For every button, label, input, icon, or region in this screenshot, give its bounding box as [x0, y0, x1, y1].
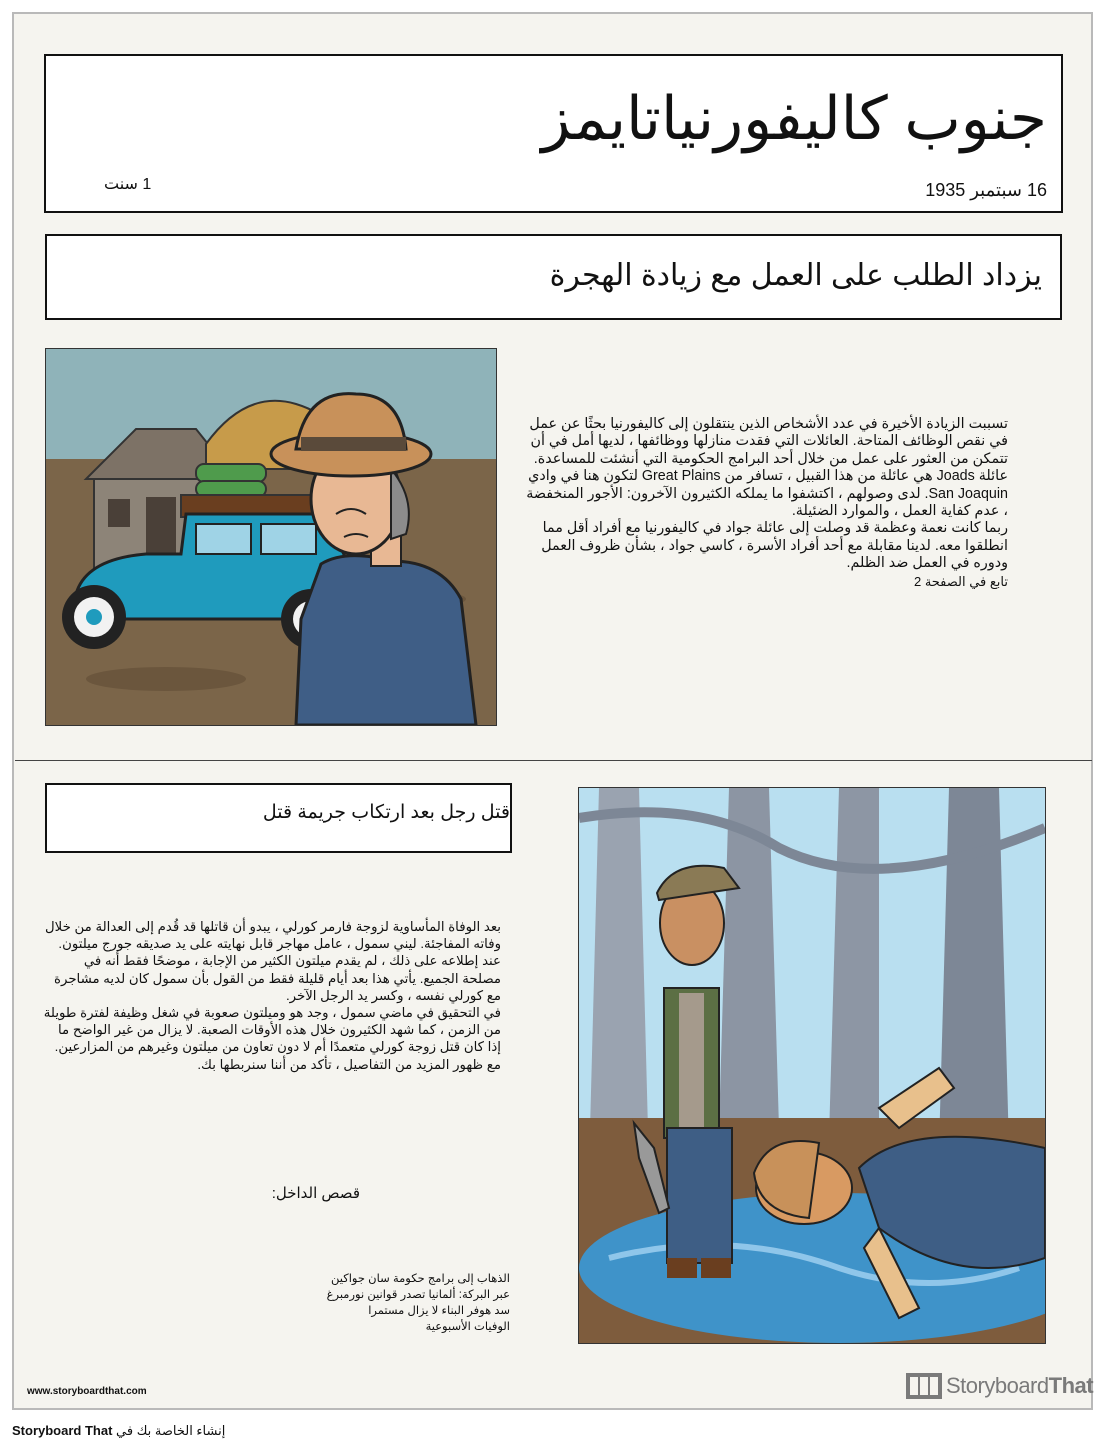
story1-paragraph: عائلة Joads هي عائلة من هذا القبيل ، تسافر من Great Plains لتكون هنا في وادي San Joaquin. لدى وصولهم ، اكتشفوا ما يملكه الكثيرون الآخرون: الأجور المنخفضة ، عدم كفاية العمل ، والموارد الضئيلة.	[526, 468, 1008, 520]
section-divider	[15, 760, 1092, 761]
inside-stories-heading: قصص الداخل:	[271, 1185, 360, 1202]
logo-text-that: That	[1048, 1373, 1094, 1398]
story1-paragraph: ربما كانت نعمة وعظمة قد وصلت إلى عائلة جواد في كاليفورنيا مع أفراد أقل مما انطلقوا معه. لدينا مقابلة مع أحد أفراد الأسرة ، كاسي جواد ، بشأن ظروف العمل ودوره في العمل ضد الظلم.	[541, 520, 1008, 572]
inside-story-item[interactable]: الذهاب إلى برامج حكومة سان جواكين	[331, 1273, 510, 1285]
story2-paragraph: بعد الوفاة المأساوية لزوجة فارمر كورلي ، يبدو أن قاتلها قد قُدم إلى العدالة من خلال وفاته المفاجئة. ليني سمول ، عامل مهاجر قابل نهايته على يد صديقه جورج ميلتون. عند إطلاعه على ذلك ، لم يقدم ميلتون الكثير من الإجابة ، موضحًا فقط أنه في مصلحة الجميع. يأتي هذا بعد أيام قليلة فقط من القول بأن سمول كان لديه مشاجرة مع كورلي نفسه ، وكسر يد الرجل الآخر.	[45, 919, 501, 1003]
storyboard-logo-icon	[906, 1373, 942, 1399]
story2-paragraph: في التحقيق في ماضي سمول ، وجد هو وميلتون صعوبة في شغل وظيفة لفترة طويلة من الزمن ، كما شهد الكثيرون خلال هذه الأوقات الصعبة. لا يزال من غير الواضح ما إذا كان قتل زوجة كورلي متعمدًا أم لا دون تعاون من ميلتون وغيرهم من المزارعين. مع ظهور المزيد من التفاصيل ، تأكد من أننا سنربطها بك.	[43, 1005, 501, 1072]
story1-paragraph: تسببت الزيادة الأخيرة في عدد الأشخاص الذين ينتقلون إلى كاليفورنيا بحثًا عن عمل في نقص الوظائف المتاحة. العائلات التي فقدت منازلها ووظائفها ، لديها أمل في أن تتمكن من العثور على عمل من خلال أحد البرامج الحكومية التي أنشئت للمساعدة.	[529, 416, 1008, 467]
masthead	[44, 54, 1063, 213]
story2-headline-box	[45, 783, 512, 853]
credit-brand: Storyboard That	[12, 1423, 113, 1438]
footer-url[interactable]: www.storyboardthat.com	[27, 1386, 147, 1397]
inside-stories-list	[250, 1271, 510, 1335]
inside-story-item[interactable]: سد هوفر البناء لا يزال مستمرا	[368, 1305, 510, 1317]
inside-story-item[interactable]: عبر البركة: ألمانيا تصدر قوانين نورمبرغ	[326, 1289, 510, 1301]
story2-illustration	[578, 787, 1046, 1344]
story1-body	[520, 416, 1008, 590]
credit-text: إنشاء الخاصة بك في	[116, 1423, 226, 1438]
issue-price: 1 سنت	[104, 176, 152, 193]
migrant-family-illustration	[46, 349, 496, 725]
create-your-own-credit[interactable]	[12, 1423, 225, 1439]
story1-illustration	[45, 348, 497, 726]
inside-story-item[interactable]: الوفيات الأسبوعية	[425, 1321, 510, 1333]
story2-body	[42, 918, 501, 1073]
issue-date: 16 سبتمبر 1935	[925, 180, 1047, 200]
story1-headline: يزداد الطلب على العمل مع زيادة الهجرة	[549, 259, 1042, 292]
newspaper-title: جنوب كاليفورنياتايمز	[541, 85, 1047, 152]
storyboardthat-logo[interactable]	[906, 1372, 1093, 1400]
story1-headline-box	[45, 234, 1062, 320]
story1-continued: تابع في الصفحة 2	[913, 573, 1008, 589]
forest-scene-illustration	[579, 788, 1045, 1343]
story2-headline: قتل رجل بعد ارتكاب جريمة قتل	[262, 802, 510, 823]
logo-text-storyboard: Storyboard	[946, 1373, 1049, 1398]
